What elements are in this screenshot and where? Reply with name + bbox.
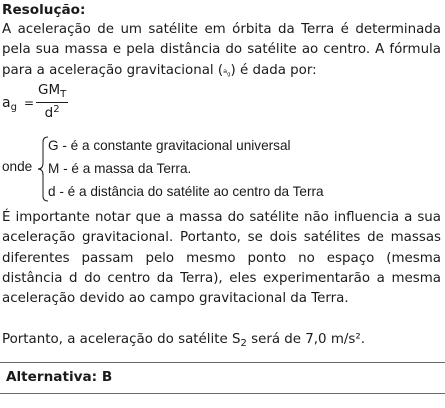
inline-symbol-base: a xyxy=(223,66,228,75)
conclusion-before: Portanto, a aceleração do satélite S xyxy=(2,332,241,347)
conclusion-sub: 2 xyxy=(240,338,247,349)
note-paragraph: É importante notar que a massa do satélite não influencia a sua aceleração gravitacional. Portanto, se dois satélites de massas diferentes passam pelo mesmo ponto no espaço (mesma distância d do centro da Terra), eles experimentarão a mesma aceleração devido ao campo gravitacional da Terra. xyxy=(2,210,441,307)
formula-lhs xyxy=(2,95,17,113)
intro-after: ) é dada por: xyxy=(230,62,317,78)
numerator-sub: T xyxy=(60,89,67,100)
variable-definitions xyxy=(2,136,422,204)
intro-paragraph xyxy=(2,20,441,84)
inline-symbol xyxy=(223,67,230,75)
denominator-base: d xyxy=(44,105,54,121)
formula-fraction xyxy=(36,82,68,121)
formula-lhs-sub: g xyxy=(10,102,17,113)
inline-symbol-sub: g xyxy=(227,70,231,77)
answer-label: Alternativa: B xyxy=(6,369,113,385)
answer-top-divider xyxy=(0,362,445,363)
fraction-bar xyxy=(36,102,68,103)
denominator-sup: 2 xyxy=(53,104,60,115)
definition-m: M - é a massa da Terra. xyxy=(48,161,192,176)
resolution-heading: Resolução: xyxy=(2,2,86,18)
definition-g: G - é a constante gravitacional universal xyxy=(48,138,291,153)
numerator-base: GM xyxy=(38,82,61,98)
conclusion-paragraph xyxy=(2,330,441,354)
formula-denominator xyxy=(36,104,68,121)
formula-lhs-base: a xyxy=(2,95,11,111)
formula-equals: = xyxy=(24,96,35,110)
acceleration-formula xyxy=(2,82,122,132)
answer-bottom-divider xyxy=(0,393,445,394)
intro-text: A aceleração de um satélite em órbita da Terra é determinada pela sua massa e pela distância do satélite ao centro. A fórmula para a aceleração gravitacional ( xyxy=(2,22,441,78)
definition-d: d - é a distância do satélite ao centro da Terra xyxy=(48,184,324,199)
formula-numerator xyxy=(36,82,68,100)
conclusion-after: será de 7,0 m/s². xyxy=(246,332,365,347)
where-label: onde xyxy=(2,159,33,174)
